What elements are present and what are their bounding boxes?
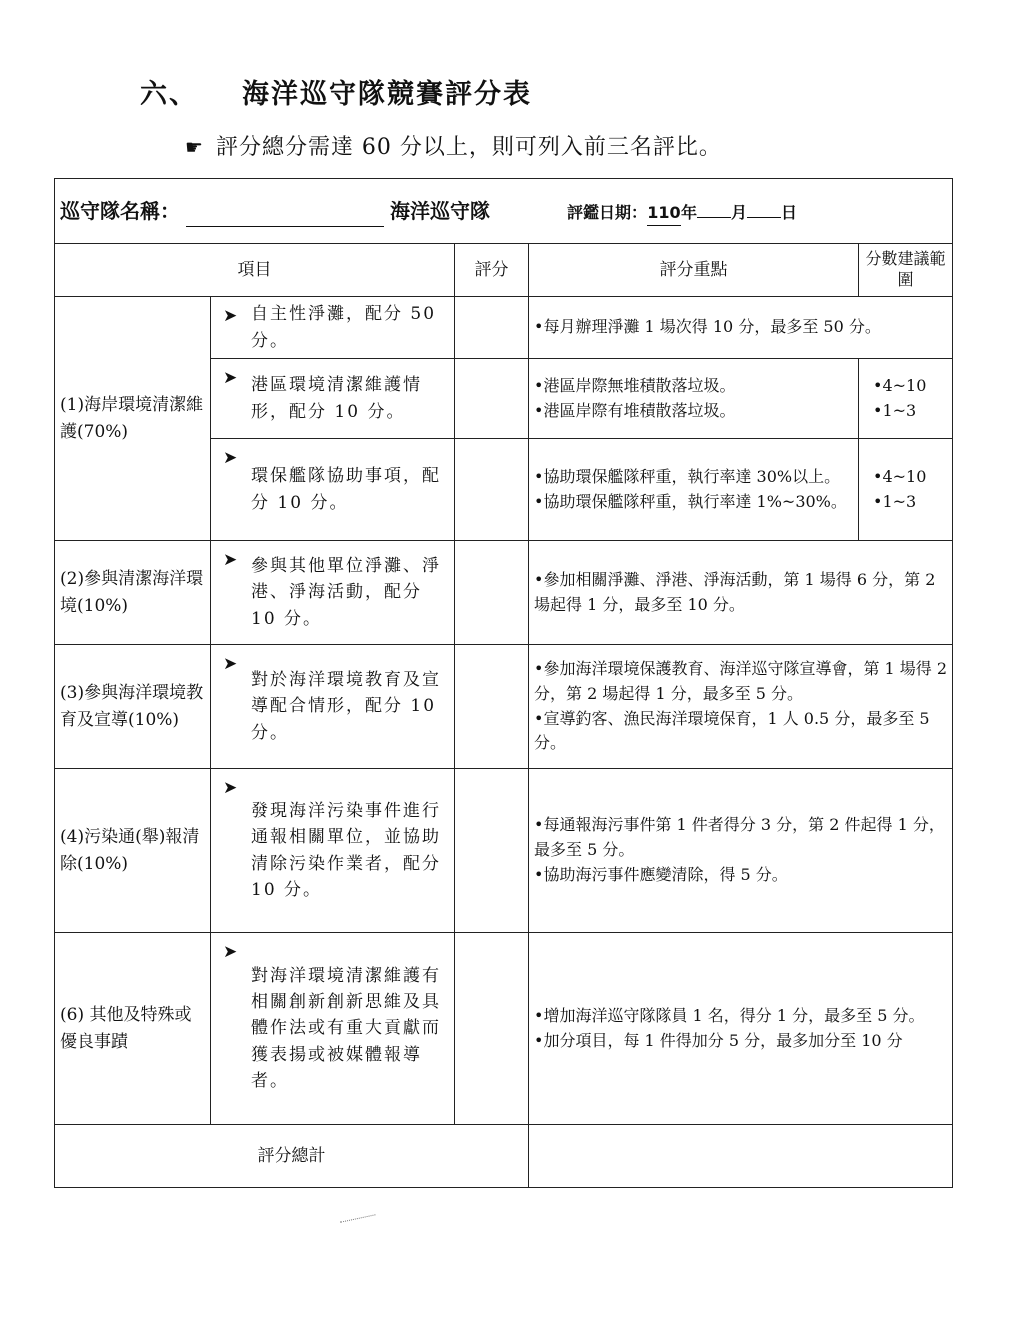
arrow-right-icon: ➤ <box>223 654 240 674</box>
item-cell: ➤ 參與其他單位淨灘、淨港、淨海活動，配分 10 分。 <box>211 541 455 645</box>
table-row <box>55 297 953 359</box>
table-row <box>55 541 953 645</box>
team-name-field[interactable] <box>186 204 384 227</box>
item-cell: ➤ 環保艦隊協助事項，配分 10 分。 <box>211 439 455 541</box>
team-suffix: 海洋巡守隊 <box>390 198 490 223</box>
category-name: (3)參與海洋環境教育及宣導(10%) <box>55 645 211 769</box>
scan-mark <box>340 1214 376 1224</box>
column-header-range: 分數建議範圍 <box>859 244 953 297</box>
key-points-cell: •港區岸際無堆積散落垃圾。 •港區岸際有堆積散落垃圾。 <box>529 359 859 439</box>
day-field[interactable] <box>747 217 781 218</box>
total-label: 評分總計 <box>55 1125 529 1188</box>
document-title: 海洋巡守隊競賽評分表 <box>242 79 532 110</box>
column-header-key-points: 評分重點 <box>529 244 859 297</box>
item-cell: ➤ 對海洋環境清潔維護有相關創新創新思維及具體作法或有重大貢獻而獲表揚或被媒體報導者。 <box>211 933 455 1125</box>
arrow-right-icon: ➤ <box>223 942 240 962</box>
item-cell: ➤ 對於海洋環境教育及宣導配合情形，配分 10 分。 <box>211 645 455 769</box>
range-cell: •4~10 •1~3 <box>859 439 953 541</box>
scoring-note <box>185 130 722 161</box>
key-points-cell: •協助環保艦隊秤重，執行率達 30%以上。 •協助環保艦隊秤重，執行率達 1%~30%。 <box>529 439 859 541</box>
section-number: 六、 <box>140 79 198 110</box>
team-info-cell <box>55 179 953 244</box>
total-score-field[interactable] <box>529 1125 953 1188</box>
team-info-row <box>55 179 953 244</box>
evaluation-date <box>567 203 797 222</box>
table-row <box>55 933 953 1125</box>
key-points-cell: •增加海洋巡守隊隊員 1 名，得分 1 分，最多至 5 分。 •加分項目，每 1 件得加分 5 分，最多加分至 10 分 <box>529 933 953 1125</box>
table-row <box>55 645 953 769</box>
table-row <box>55 769 953 933</box>
score-input-cell[interactable] <box>455 645 529 769</box>
arrow-right-icon: ➤ <box>223 448 240 468</box>
score-input-cell[interactable] <box>455 439 529 541</box>
column-header-score: 評分 <box>455 244 529 297</box>
document-heading <box>140 72 532 111</box>
arrow-right-icon: ➤ <box>223 306 240 326</box>
score-input-cell[interactable] <box>455 297 529 359</box>
arrow-right-icon: ➤ <box>223 368 240 388</box>
key-points-cell: •每通報海污事件第 1 件者得分 3 分，第 2 件起得 1 分，最多至 5 分。 •協助海污事件應變清除，得 5 分。 <box>529 769 953 933</box>
month-label: 月 <box>731 202 748 222</box>
date-label: 評鑑日期： <box>566 202 647 222</box>
team-name-label: 巡守隊名稱： <box>60 198 180 223</box>
pointing-hand-icon: ☛ <box>185 135 204 159</box>
year-label: 年 <box>680 202 697 222</box>
score-input-cell[interactable] <box>455 541 529 645</box>
category-name: (6) 其他及特殊或優良事蹟 <box>55 933 211 1125</box>
item-cell: ➤ 發現海洋污染事件進行通報相關單位，並協助清除污染作業者，配分 10 分。 <box>211 769 455 933</box>
category-name: (4)污染通(舉)報清除(10%) <box>55 769 211 933</box>
day-label: 日 <box>781 202 798 222</box>
score-input-cell[interactable] <box>455 359 529 439</box>
item-cell: ➤ 港區環境清潔維護情形，配分 10 分。 <box>211 359 455 439</box>
month-field[interactable] <box>697 217 731 218</box>
arrow-right-icon: ➤ <box>223 550 240 570</box>
score-input-cell[interactable] <box>455 769 529 933</box>
total-row <box>55 1125 953 1188</box>
key-points-cell: •參加相關淨灘、淨港、淨海活動，第 1 場得 6 分，第 2 場起得 1 分，最多至 10 分。 <box>529 541 953 645</box>
range-cell: •4~10 •1~3 <box>859 359 953 439</box>
scoring-table <box>54 178 953 1188</box>
category-name: (1)海岸環境清潔維護(70%) <box>55 297 211 541</box>
year-field[interactable]: 110 <box>647 201 681 227</box>
column-header-item: 項目 <box>55 244 455 297</box>
scoring-note-text: 評分總分需達 60 分以上，則可列入前三名評比。 <box>215 135 722 160</box>
column-header-row <box>55 244 953 297</box>
score-input-cell[interactable] <box>455 933 529 1125</box>
key-points-cell: •每月辦理淨灘 1 場次得 10 分，最多至 50 分。 <box>529 297 953 359</box>
item-cell: ➤ 自主性淨灘，配分 50 分。 <box>211 297 455 359</box>
key-points-cell: •參加海洋環境保護教育、海洋巡守隊宣導會，第 1 場得 2 分，第 2 場起得 1 分，最多至 5 分。 •宣導釣客、漁民海洋環境保育，1 人 0.5 分，最多至 5 分。 <box>529 645 953 769</box>
category-name: (2)參與清潔海洋環境(10%) <box>55 541 211 645</box>
arrow-right-icon: ➤ <box>223 778 240 798</box>
